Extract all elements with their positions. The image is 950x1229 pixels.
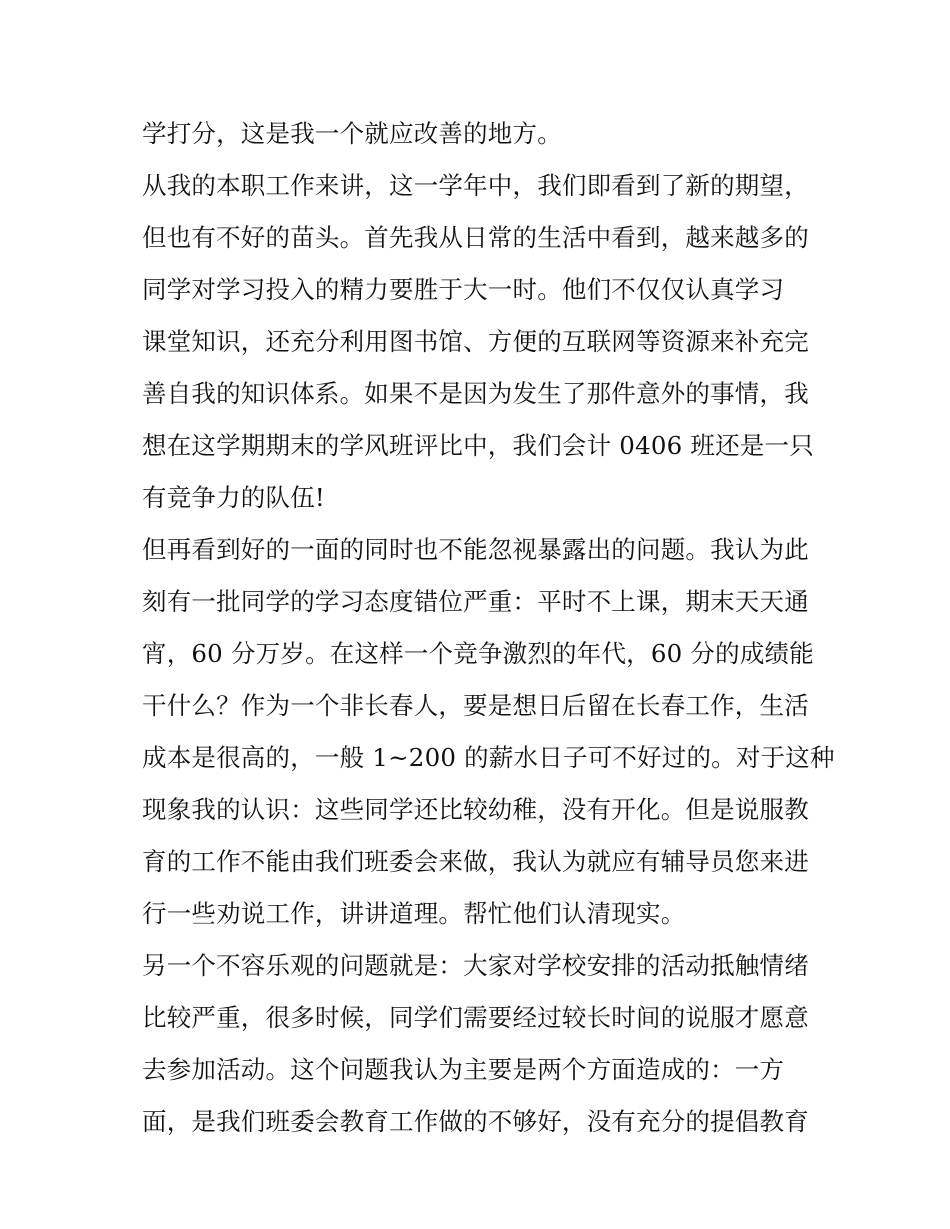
document-body <box>142 108 835 1148</box>
text-line: 但再看到好的一面的同时也不能忽视暴露出的问题。我认为此 <box>142 535 809 564</box>
text-line: 刻有一批同学的学习态度错位严重：平时不上课，期末天天通 <box>142 587 809 616</box>
text-line: 想在这学期期末的学风班评比中，我们会计 0406 班还是一只 <box>142 431 814 460</box>
text-line: 另一个不容乐观的问题就是：大家对学校安排的活动抵触情绪 <box>142 951 809 980</box>
text-line: 宵，60 分万岁。在这样一个竞争激烈的年代，60 分的成绩能 <box>142 639 814 668</box>
text-line: 行一些劝说工作，讲讲道理。帮忙他们认清现实。 <box>142 899 686 928</box>
text-line: 但也有不好的苗头。首先我从日常的生活中看到，越来越多的 <box>142 223 809 252</box>
text-line: 成本是很高的，一般 1~200 的薪水日子可不好过的。对于这种 <box>142 743 835 772</box>
text-line: 干什么？作为一个非长春人，要是想日后留在长春工作，生活 <box>142 691 809 720</box>
text-line: 同学对学习投入的精力要胜于大一时。他们不仅仅认真学习 <box>142 275 785 304</box>
text-line: 善自我的知识体系。如果不是因为发生了那件意外的事情，我 <box>142 379 809 408</box>
text-line: 育的工作不能由我们班委会来做，我认为就应有辅导员您来进 <box>142 847 809 876</box>
text-line: 面，是我们班委会教育工作做的不够好，没有充分的提倡教育 <box>142 1107 809 1136</box>
text-line: 现象我的认识：这些同学还比较幼稚，没有开化。但是说服教 <box>142 795 809 824</box>
text-line: 比较严重，很多时候，同学们需要经过较长时间的说服才愿意 <box>142 1003 809 1032</box>
text-line: 有竞争力的队伍! <box>142 483 325 512</box>
text-line: 去参加活动。这个问题我认为主要是两个方面造成的：一方 <box>142 1055 785 1084</box>
text-line: 从我的本职工作来讲，这一学年中，我们即看到了新的期望， <box>142 171 809 200</box>
text-line: 课堂知识，还充分利用图书馆、方便的互联网等资源来补充完 <box>142 327 809 356</box>
text-line: 学打分，这是我一个就应改善的地方。 <box>142 119 562 148</box>
